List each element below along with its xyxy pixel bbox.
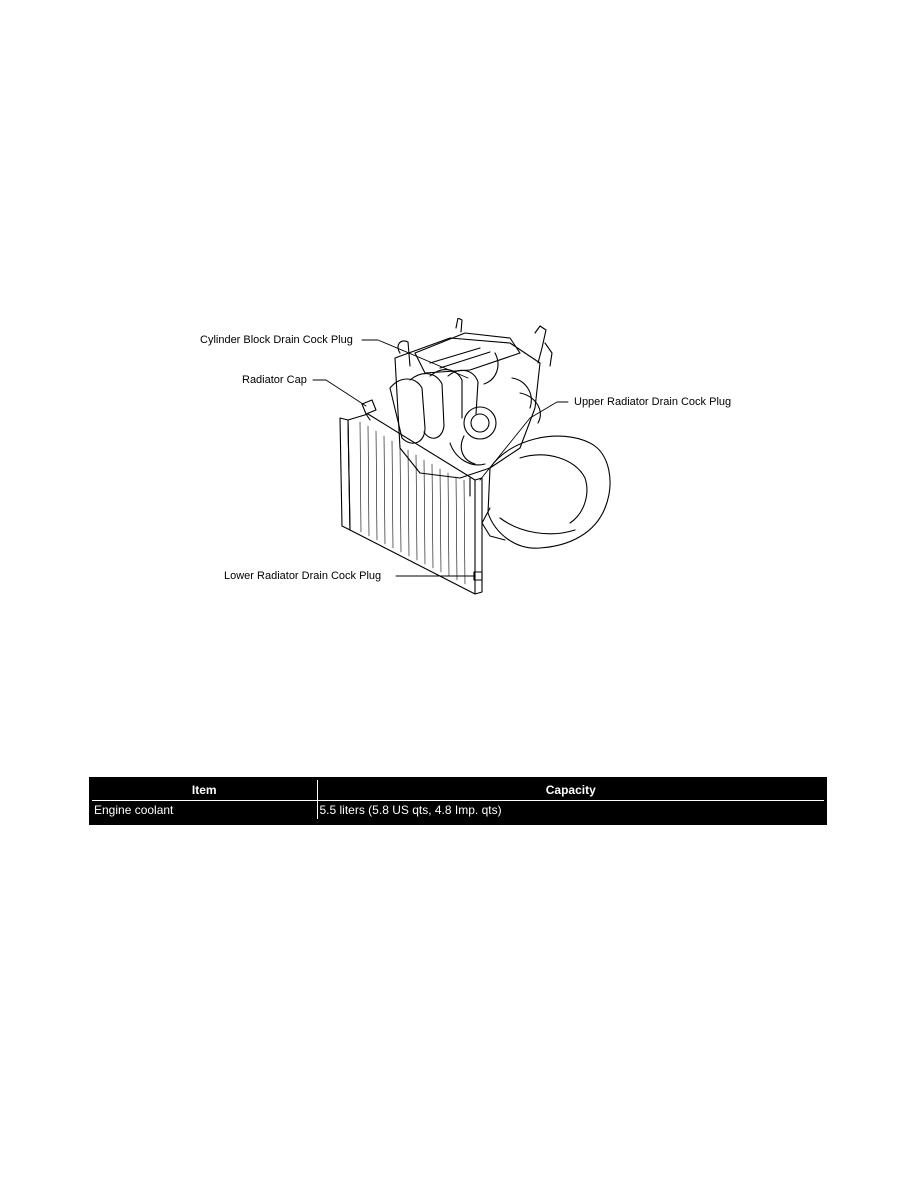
table-row: [92, 801, 824, 820]
intake-manifold: [390, 379, 425, 443]
leader-cylinder-block: [362, 340, 468, 378]
column-header-item: Item: [92, 780, 317, 801]
cell-capacity: 5.5 liters (5.8 US qts, 4.8 Imp. qts): [317, 801, 824, 820]
radiator-cap: [362, 400, 376, 414]
transaxle-housing: [488, 436, 610, 548]
column-header-capacity: Capacity: [317, 780, 824, 801]
cell-item: Engine coolant: [92, 801, 317, 820]
callout-radiator-cap: Radiator Cap: [242, 374, 307, 386]
leader-radiator-cap: [313, 380, 366, 406]
callout-lower-radiator-drain-cock-plug: Lower Radiator Drain Cock Plug: [224, 570, 382, 582]
capacity-table: [89, 777, 827, 825]
table-header-row: [92, 780, 824, 801]
throttle-body: [464, 407, 496, 439]
callout-upper-radiator-drain-cock-plug: Upper Radiator Drain Cock Plug: [574, 396, 732, 408]
radiator-core: [348, 414, 475, 594]
callout-cylinder-block-drain-cock-plug: Cylinder Block Drain Cock Plug: [200, 334, 353, 346]
engine-radiator-illustration: [190, 318, 780, 600]
